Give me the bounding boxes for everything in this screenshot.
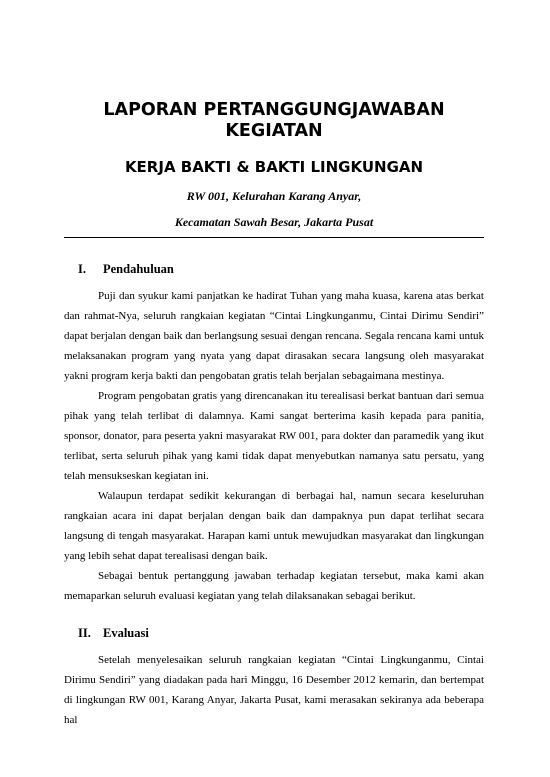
paragraph: Puji dan syukur kami panjatkan ke hadirat Tuhan yang maha kuasa, karena atas berkat dan rahmat-Nya, seluruh rangkaian kegiatan “Cintai Lingkunganmu, Cintai Dirimu Sendiri” dapat berjalan dengan baik dan berlangsung sesuai dengan rencana. Segala rencana kami untuk melaksanakan program yang nyata yang dapat dirasakan secara langsung oleh masyarakat yakni program kerja bakti dan pengobatan gratis telah berjalan sebagaimana mestinya.: [64, 290, 484, 382]
report-title: [64, 0, 484, 142]
section-title: Pendahuluan: [103, 262, 174, 276]
paragraph: Setelah menyelesaikan seluruh rangkaian kegiatan “Cintai Lingkunganmu, Cintai Dirimu Sendiri” yang diadakan pada hari Minggu, 16 Desember 2012 kemarin, dan bertempat di lingkungan RW 001, Karang Anyar, Jakarta Pusat, kami merasakan sekiranya ada beberapa hal: [64, 654, 484, 726]
location-line1: RW 001, Kelurahan Karang Anyar,: [186, 189, 362, 203]
location-line2: Kecamatan Sawah Besar, Jakarta Pusat: [174, 215, 374, 229]
paragraph: Sebagai bentuk pertanggung jawaban terhadap kegiatan tersebut, maka kami akan memaparkan seluruh evaluasi kegiatan yang telah dilaksanakan sebagai berikut.: [64, 570, 484, 602]
section-title: Evaluasi: [103, 626, 149, 640]
paragraph: Walaupun terdapat sedikit kekurangan di berbagai hal, namun secara keseluruhan rangkaian acara ini dapat berjalan dengan baik dan dampaknya pun dapat terlihat secara langsung di tengah masyarakat. Harapan kami untuk mewujudkan masyarakat dan lingkungan yang lebih sehat dapat terealisasi dengan baik.: [64, 490, 484, 562]
section-number: I.: [78, 262, 86, 276]
paragraph: Program pengobatan gratis yang direncanakan itu terealisasi berkat bantuan dari semua pihak yang telah terlibat di dalamnya. Kami sangat berterima kasih kepada para panitia, sponsor, donator, para peserta yakni masyarakat RW 001, para dokter dan paramedik yang ikut terlibat, serta seluruh pihak yang kami tidak dapat menyebutkan namanya satu persatu, yang telah mensukseskan kegiatan ini.: [64, 390, 484, 482]
section-number: II.: [78, 626, 91, 640]
header-divider: [64, 237, 484, 238]
report-title-line2: KEGIATAN: [225, 121, 323, 141]
section-heading-evaluasi: [64, 626, 484, 641]
report-subtitle: KERJA BAKTI & BAKTI LINGKUNGAN: [124, 158, 424, 176]
report-title-line1: LAPORAN PERTANGGUNGJAWABAN: [103, 100, 445, 120]
section-heading-pendahuluan: [64, 262, 484, 277]
